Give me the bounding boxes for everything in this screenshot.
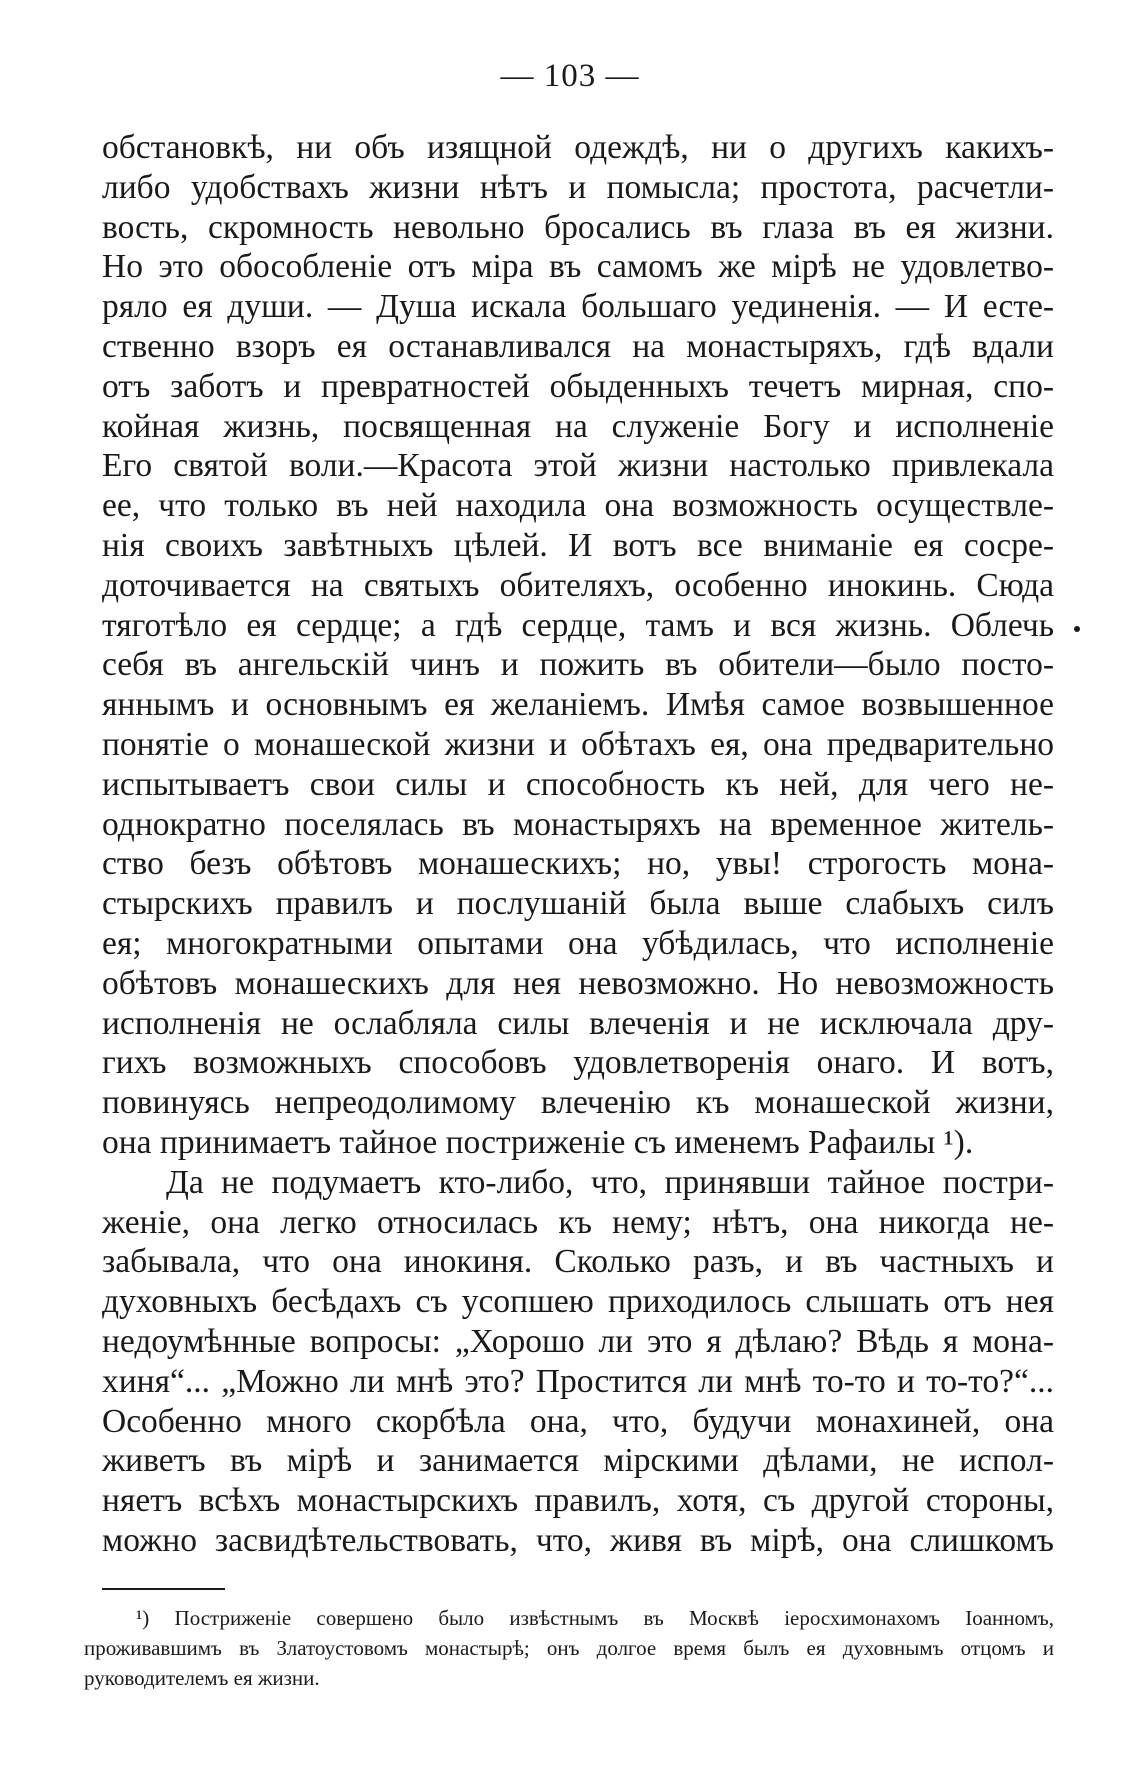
text-line: Но это обособленіе отъ міра въ самомъ же мірѣ не удовлетво- <box>102 248 1054 286</box>
text-line: забывала, что она инокиня. Сколько разъ, и въ частныхъ и <box>102 1243 1054 1281</box>
text-line: ряло ея души. — Душа искала большаго уединенія. — И есте- <box>102 288 1054 326</box>
text-line: понятіе о монашеской жизни и обѣтахъ ея, она предварительно <box>102 725 1054 763</box>
text-line: себя въ ангельскій чинъ и пожить въ обители—было посто- <box>102 646 1054 684</box>
text-line: доточивается на святыхъ обителяхъ, особенно инокинь. Сюда <box>102 566 1054 604</box>
print-speck <box>1074 626 1080 632</box>
text-line: обстановкѣ, ни объ изящной одеждѣ, ни о другихъ какихъ- <box>102 129 1054 166</box>
text-line: она принимаетъ тайное постриженіе съ именемъ Рафаилы ¹). <box>102 1123 974 1161</box>
text-line: ство безъ обѣтовъ монашескихъ; но, увы! строгость мона- <box>102 845 1054 883</box>
text-line: живетъ въ мірѣ и занимается мірскими дѣлами, не испол- <box>102 1442 1054 1480</box>
text-line: либо удобствахъ жизни нѣтъ и помысла; простота, расчетли- <box>102 168 1054 206</box>
text-line: ственно взоръ ея останавливался на монастыряхъ, гдѣ вдали <box>102 327 1054 365</box>
text-line: однократно поселялась въ монастыряхъ на временное житель- <box>102 805 1054 843</box>
footnote-divider <box>102 1588 225 1590</box>
footnote-line: проживавшимъ въ Златоустовомъ монастырѣ; онъ долгое время былъ ея духовнымъ отцомъ и <box>84 1636 1054 1660</box>
main-text <box>102 128 1054 1561</box>
text-line: койная жизнь, посвященная на служеніе Богу и исполненіе <box>102 407 1054 445</box>
footnote-line: руководителемъ ея жизни. <box>84 1666 320 1690</box>
text-line: исполненія не ослабляла силы влеченія и не исключала дру- <box>102 1004 1054 1042</box>
footnote-line: ¹) Постриженіе совершено было извѣстнымъ въ Москвѣ іеросхимонахомъ Іоанномъ, <box>136 1606 1054 1630</box>
text-line: можно засвидѣтельствовать, что, живя въ мірѣ, она слишкомъ <box>102 1521 1054 1559</box>
text-line: нія своихъ завѣтныхъ цѣлей. И вотъ все вниманіе ея сосре- <box>102 526 1054 564</box>
text-line: ее, что только въ ней находила она возможность осуществле- <box>102 487 1054 525</box>
text-line: няетъ всѣхъ монастырскихъ правилъ, хотя, съ другой стороны, <box>102 1482 1054 1520</box>
page-number: — 103 — <box>500 58 640 94</box>
text-line: вость, скромность невольно бросались въ глаза въ ея жизни. <box>102 208 1054 246</box>
text-line: Его святой воли.—Красота этой жизни настолько привлекала <box>102 447 1054 485</box>
text-line: духовныхъ бесѣдахъ съ усопшею приходилось слышать отъ нея <box>102 1283 1054 1321</box>
text-line: яннымъ и основнымъ ея желаніемъ. Имѣя самое возвышенное <box>102 686 1054 724</box>
text-line: отъ заботъ и превратностей обыденныхъ течетъ мирная, спо- <box>102 367 1054 405</box>
text-line: недоумѣнные вопросы: „Хорошо ли это я дѣлаю? Вѣдь я мона- <box>102 1322 1054 1360</box>
text-line: стырскихъ правилъ и послушаній была выше слабыхъ силъ <box>102 885 1054 923</box>
text-line: хиня“... „Можно ли мнѣ это? Простится ли мнѣ то-то и то-то?“... <box>102 1362 1054 1400</box>
text-line: женіе, она легко относилась къ нему; нѣтъ, она никогда не- <box>102 1203 1054 1241</box>
text-line: обѣтовъ монашескихъ для нея невозможно. Но невозможность <box>102 964 1054 1002</box>
text-line: гихъ возможныхъ способовъ удовлетворенія онаго. И вотъ, <box>102 1044 1054 1082</box>
footnote <box>84 1603 1054 1693</box>
text-line: Особенно много скорбѣла она, что, будучи монахиней, она <box>102 1402 1054 1440</box>
text-line: испытываетъ свои силы и способность къ ней, для чего не- <box>102 765 1054 803</box>
text-line: ея; многократными опытами она убѣдилась, что исполненіе <box>102 924 1054 962</box>
text-line: повинуясь непреодолимому влеченію къ монашеской жизни, <box>102 1084 1054 1122</box>
paragraph-start-line: Да не подумаетъ кто-либо, что, принявши тайное постри- <box>166 1163 1054 1201</box>
text-line: тяготѣло ея сердце; а гдѣ сердце, тамъ и вся жизнь. Облечь <box>102 606 1054 644</box>
